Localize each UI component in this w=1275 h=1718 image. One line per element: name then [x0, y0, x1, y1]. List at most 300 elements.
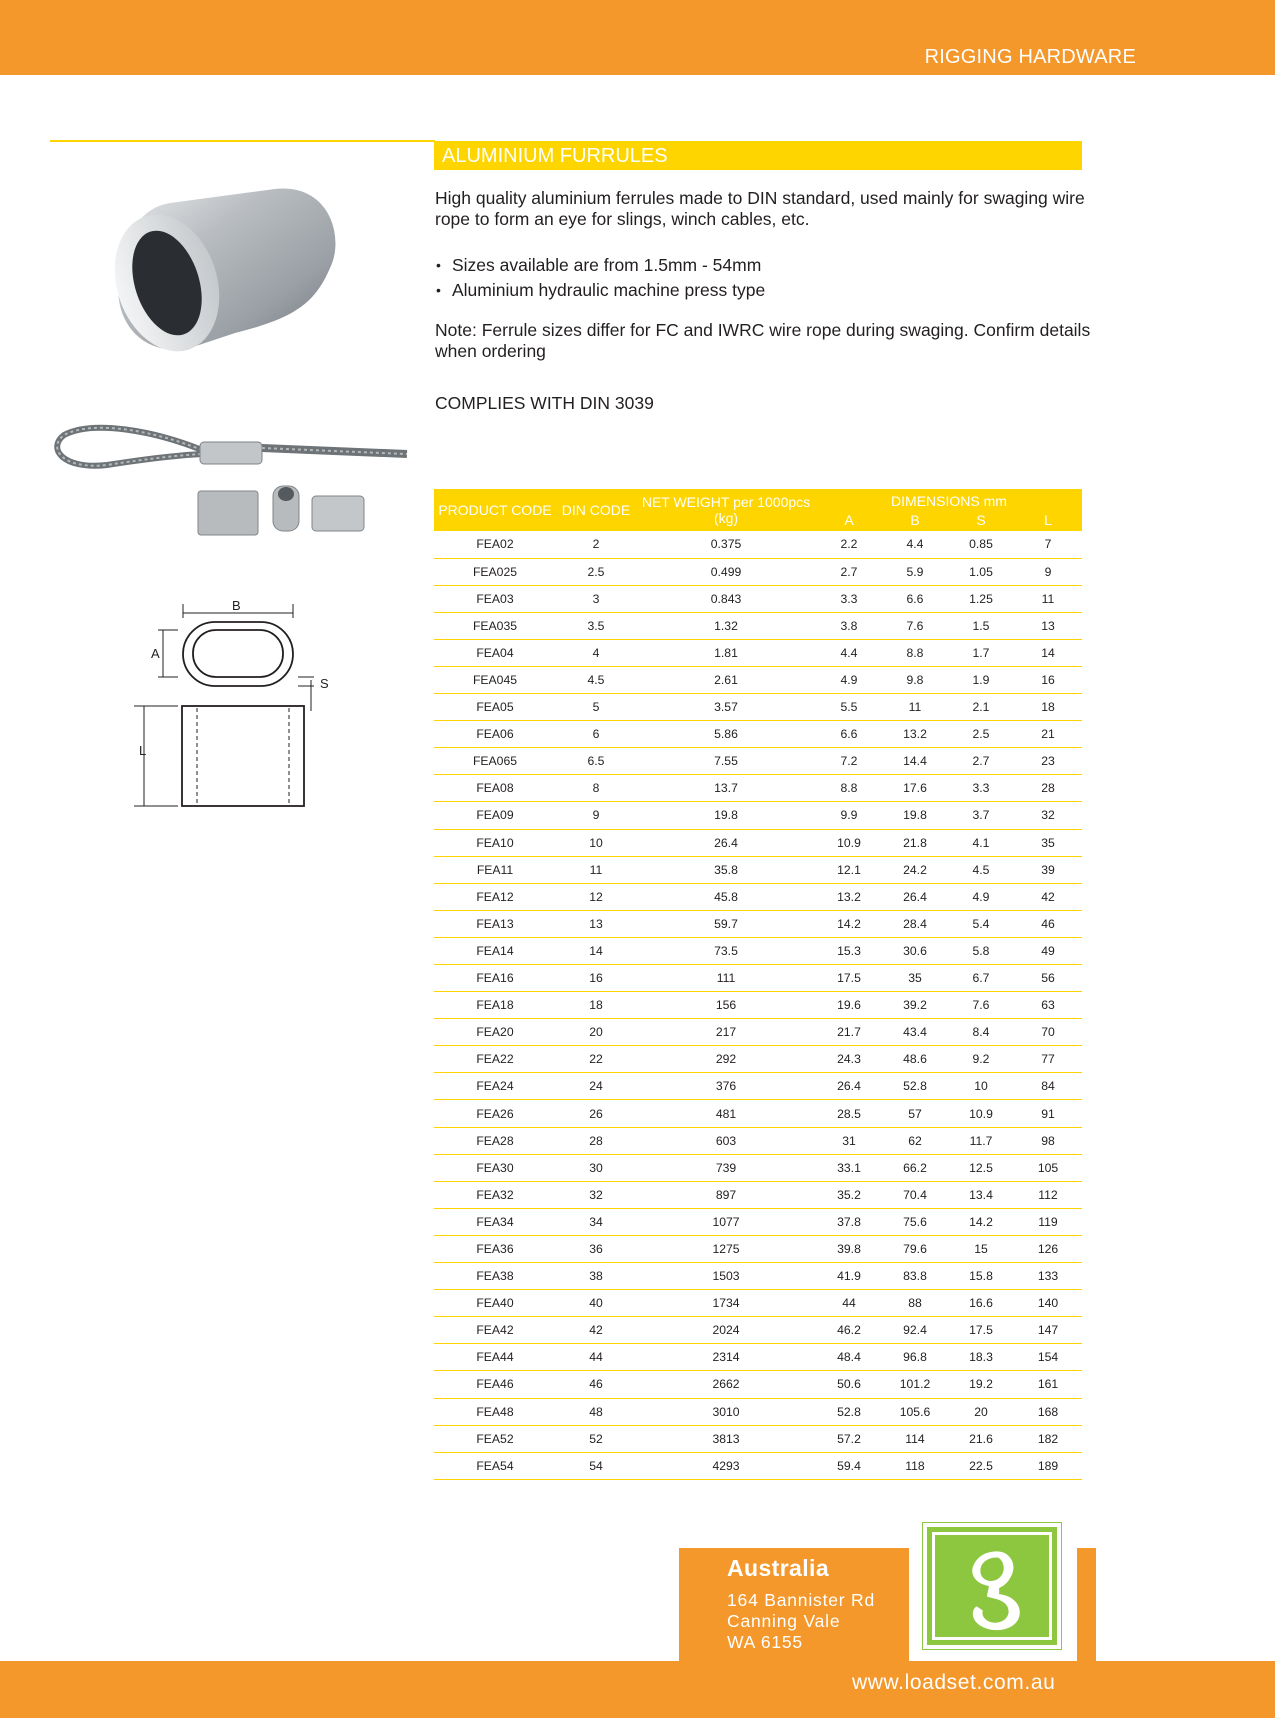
cell-dim-b: 79.6: [882, 1235, 948, 1262]
cell-dim-l: 154: [1014, 1344, 1082, 1371]
cell-product-code: FEA18: [434, 992, 556, 1019]
cell-din-code: 24: [556, 1073, 636, 1100]
cell-dim-l: 16: [1014, 666, 1082, 693]
table-row: [434, 1046, 1082, 1073]
cell-din-code: 38: [556, 1263, 636, 1290]
cell-dim-s: 1.9: [948, 666, 1014, 693]
cell-dim-b: 30.6: [882, 937, 948, 964]
cell-dim-s: 1.25: [948, 585, 1014, 612]
table-row: [434, 1181, 1082, 1208]
footer-band: [0, 1661, 1275, 1718]
cell-dim-l: 161: [1014, 1371, 1082, 1398]
feature-item: • Aluminium hydraulic machine press type: [435, 278, 1085, 303]
cell-dim-l: 77: [1014, 1046, 1082, 1073]
table-row: [434, 1235, 1082, 1262]
cell-product-code: FEA03: [434, 585, 556, 612]
cell-dim-a: 33.1: [816, 1154, 882, 1181]
header-net-weight: NET WEIGHT per 1000pcs (kg): [641, 494, 811, 526]
cell-din-code: 34: [556, 1208, 636, 1235]
cell-dim-a: 59.4: [816, 1452, 882, 1479]
cell-dim-s: 5.8: [948, 937, 1014, 964]
cell-dim-a: 26.4: [816, 1073, 882, 1100]
cell-product-code: FEA06: [434, 721, 556, 748]
cell-dim-a: 37.8: [816, 1208, 882, 1235]
cell-dim-b: 14.4: [882, 748, 948, 775]
cell-din-code: 36: [556, 1235, 636, 1262]
cell-dim-s: 18.3: [948, 1344, 1014, 1371]
section-title: RIGGING HARDWARE: [924, 46, 1136, 68]
cell-dim-b: 28.4: [882, 910, 948, 937]
cell-net-weight: 0.843: [636, 585, 816, 612]
cell-net-weight: 26.4: [636, 829, 816, 856]
table-row: [434, 1290, 1082, 1317]
cell-dim-b: 52.8: [882, 1073, 948, 1100]
cell-dim-a: 52.8: [816, 1398, 882, 1425]
cell-dim-l: 11: [1014, 585, 1082, 612]
cell-dim-b: 5.9: [882, 558, 948, 585]
cell-dim-b: 17.6: [882, 775, 948, 802]
label-a: A: [151, 646, 160, 661]
cell-net-weight: 1077: [636, 1208, 816, 1235]
cell-din-code: 12: [556, 883, 636, 910]
cell-dim-b: 19.8: [882, 802, 948, 829]
cell-dim-b: 96.8: [882, 1344, 948, 1371]
cell-dim-a: 12.1: [816, 856, 882, 883]
cell-dim-s: 16.6: [948, 1290, 1014, 1317]
cell-net-weight: 0.499: [636, 558, 816, 585]
cell-dim-s: 2.7: [948, 748, 1014, 775]
website-link[interactable]: www.loadset.com.au: [852, 1671, 1056, 1694]
cell-net-weight: 1734: [636, 1290, 816, 1317]
cell-dim-s: 1.05: [948, 558, 1014, 585]
cell-net-weight: 4293: [636, 1452, 816, 1479]
dimension-diagram: [128, 596, 338, 811]
cell-din-code: 6.5: [556, 748, 636, 775]
cell-dim-b: 105.6: [882, 1398, 948, 1425]
cell-dim-s: 1.5: [948, 612, 1014, 639]
label-l: L: [139, 743, 147, 758]
table-row: [434, 1154, 1082, 1181]
cell-dim-b: 75.6: [882, 1208, 948, 1235]
cell-din-code: 44: [556, 1344, 636, 1371]
table-row: [434, 1317, 1082, 1344]
cell-dim-l: 42: [1014, 883, 1082, 910]
cell-dim-b: 9.8: [882, 666, 948, 693]
table-row: [434, 721, 1082, 748]
cell-dim-a: 44: [816, 1290, 882, 1317]
table-row: [434, 1371, 1082, 1398]
cell-din-code: 16: [556, 965, 636, 992]
header-dim-l: L: [1044, 512, 1052, 528]
cell-product-code: FEA26: [434, 1100, 556, 1127]
cell-dim-s: 9.2: [948, 1046, 1014, 1073]
cell-net-weight: 3813: [636, 1425, 816, 1452]
cell-dim-l: 46: [1014, 910, 1082, 937]
cell-dim-s: 2.1: [948, 694, 1014, 721]
cell-din-code: 22: [556, 1046, 636, 1073]
cell-dim-s: 5.4: [948, 910, 1014, 937]
cell-dim-a: 10.9: [816, 829, 882, 856]
cell-dim-a: 50.6: [816, 1371, 882, 1398]
label-s: S: [320, 676, 329, 691]
cell-net-weight: 217: [636, 1019, 816, 1046]
cell-dim-a: 48.4: [816, 1344, 882, 1371]
cell-din-code: 6: [556, 721, 636, 748]
cell-net-weight: 5.86: [636, 721, 816, 748]
cell-net-weight: 2662: [636, 1371, 816, 1398]
cell-dim-b: 24.2: [882, 856, 948, 883]
cell-dim-l: 147: [1014, 1317, 1082, 1344]
cell-net-weight: 739: [636, 1154, 816, 1181]
cell-product-code: FEA30: [434, 1154, 556, 1181]
table-row: [434, 937, 1082, 964]
cell-dim-s: 17.5: [948, 1317, 1014, 1344]
cell-product-code: FEA28: [434, 1127, 556, 1154]
table-row: [434, 856, 1082, 883]
product-note: Note: Ferrule sizes differ for FC and IWRC wire rope during swaging. Confirm details when ordering: [435, 320, 1091, 361]
address-block: [679, 1548, 909, 1662]
cell-dim-l: 91: [1014, 1100, 1082, 1127]
cell-net-weight: 2.61: [636, 666, 816, 693]
cell-net-weight: 1.32: [636, 612, 816, 639]
cell-din-code: 8: [556, 775, 636, 802]
logo-frame: [932, 1532, 1052, 1640]
cell-net-weight: 3010: [636, 1398, 816, 1425]
cell-dim-s: 8.4: [948, 1019, 1014, 1046]
cell-product-code: FEA48: [434, 1398, 556, 1425]
table-row: [434, 1452, 1082, 1479]
address-line: 164 Bannister Rd: [727, 1590, 876, 1610]
cell-product-code: FEA02: [434, 531, 556, 558]
cell-product-code: FEA14: [434, 937, 556, 964]
cell-din-code: 3: [556, 585, 636, 612]
cell-dim-a: 6.6: [816, 721, 882, 748]
cell-dim-s: 4.5: [948, 856, 1014, 883]
cell-dim-b: 7.6: [882, 612, 948, 639]
cell-dim-a: 15.3: [816, 937, 882, 964]
cell-din-code: 2.5: [556, 558, 636, 585]
cell-dim-b: 13.2: [882, 721, 948, 748]
cell-product-code: FEA04: [434, 639, 556, 666]
cell-dim-a: 39.8: [816, 1235, 882, 1262]
cell-dim-b: 11: [882, 694, 948, 721]
table-row: [434, 1073, 1082, 1100]
cell-din-code: 4.5: [556, 666, 636, 693]
table-row: [434, 883, 1082, 910]
cell-dim-b: 21.8: [882, 829, 948, 856]
cell-dim-l: 63: [1014, 992, 1082, 1019]
cell-product-code: FEA11: [434, 856, 556, 883]
cell-dim-l: 21: [1014, 721, 1082, 748]
product-title-bar: [434, 141, 1082, 170]
cell-dim-s: 14.2: [948, 1208, 1014, 1235]
cell-dim-s: 1.7: [948, 639, 1014, 666]
cell-dim-l: 168: [1014, 1398, 1082, 1425]
cell-dim-s: 3.3: [948, 775, 1014, 802]
cell-dim-b: 83.8: [882, 1263, 948, 1290]
cell-din-code: 30: [556, 1154, 636, 1181]
header-band: [0, 0, 1275, 75]
company-logo: [923, 1523, 1061, 1649]
cell-dim-l: 105: [1014, 1154, 1082, 1181]
cell-product-code: FEA52: [434, 1425, 556, 1452]
cell-dim-s: 10: [948, 1073, 1014, 1100]
cell-dim-s: 4.1: [948, 829, 1014, 856]
cell-product-code: FEA20: [434, 1019, 556, 1046]
cell-dim-a: 2.2: [816, 531, 882, 558]
cell-dim-a: 13.2: [816, 883, 882, 910]
header-dim-s: S: [976, 512, 986, 528]
cell-din-code: 32: [556, 1181, 636, 1208]
cell-product-code: FEA44: [434, 1344, 556, 1371]
cell-dim-s: 11.7: [948, 1127, 1014, 1154]
address-line: Canning Vale: [727, 1611, 841, 1631]
cell-dim-l: 23: [1014, 748, 1082, 775]
cell-dim-l: 32: [1014, 802, 1082, 829]
table-row: [434, 1100, 1082, 1127]
cell-dim-s: 13.4: [948, 1181, 1014, 1208]
cell-dim-a: 14.2: [816, 910, 882, 937]
cell-product-code: FEA34: [434, 1208, 556, 1235]
cell-dim-b: 118: [882, 1452, 948, 1479]
cell-dim-a: 28.5: [816, 1100, 882, 1127]
table-row: [434, 639, 1082, 666]
cell-product-code: FEA22: [434, 1046, 556, 1073]
cell-dim-a: 2.7: [816, 558, 882, 585]
cell-net-weight: 1503: [636, 1263, 816, 1290]
cell-dim-l: 35: [1014, 829, 1082, 856]
product-title: ALUMINIUM FURRULES: [442, 145, 668, 167]
cell-dim-l: 13: [1014, 612, 1082, 639]
cell-net-weight: 0.375: [636, 531, 816, 558]
table-row: [434, 802, 1082, 829]
cell-dim-a: 31: [816, 1127, 882, 1154]
cell-product-code: FEA13: [434, 910, 556, 937]
cell-dim-b: 101.2: [882, 1371, 948, 1398]
table-row: [434, 558, 1082, 585]
table-row: [434, 992, 1082, 1019]
cell-product-code: FEA05: [434, 694, 556, 721]
cell-dim-a: 41.9: [816, 1263, 882, 1290]
compliance-text: COMPLIES WITH DIN 3039: [435, 393, 654, 413]
cell-dim-l: 84: [1014, 1073, 1082, 1100]
cell-net-weight: 35.8: [636, 856, 816, 883]
cell-dim-s: 15: [948, 1235, 1014, 1262]
cell-dim-a: 7.2: [816, 748, 882, 775]
cell-dim-l: 14: [1014, 639, 1082, 666]
table-row: [434, 1425, 1082, 1452]
wire-sling-image: [52, 410, 412, 540]
cell-product-code: FEA32: [434, 1181, 556, 1208]
product-intro: High quality aluminium ferrules made to DIN standard, used mainly for swaging wire rope to form an eye for slings, winch cables, etc.: [435, 188, 1085, 229]
cell-net-weight: 603: [636, 1127, 816, 1154]
cell-dim-a: 17.5: [816, 965, 882, 992]
cell-dim-l: 70: [1014, 1019, 1082, 1046]
address-line: WA 6155: [727, 1632, 803, 1652]
cell-dim-l: 49: [1014, 937, 1082, 964]
cell-net-weight: 481: [636, 1100, 816, 1127]
cell-dim-s: 15.8: [948, 1263, 1014, 1290]
cell-net-weight: 45.8: [636, 883, 816, 910]
table-row: [434, 666, 1082, 693]
cell-net-weight: 19.8: [636, 802, 816, 829]
cell-dim-a: 21.7: [816, 1019, 882, 1046]
cell-din-code: 14: [556, 937, 636, 964]
cell-dim-b: 66.2: [882, 1154, 948, 1181]
cell-product-code: FEA36: [434, 1235, 556, 1262]
cell-din-code: 26: [556, 1100, 636, 1127]
table-row: [434, 585, 1082, 612]
cell-dim-b: 114: [882, 1425, 948, 1452]
cell-din-code: 10: [556, 829, 636, 856]
cell-dim-s: 12.5: [948, 1154, 1014, 1181]
specifications-table: [434, 489, 1082, 1480]
cell-dim-l: 182: [1014, 1425, 1082, 1452]
cell-dim-b: 62: [882, 1127, 948, 1154]
cell-din-code: 4: [556, 639, 636, 666]
table-row: [434, 531, 1082, 558]
cell-product-code: FEA16: [434, 965, 556, 992]
cell-net-weight: 156: [636, 992, 816, 1019]
cell-din-code: 18: [556, 992, 636, 1019]
cell-dim-b: 43.4: [882, 1019, 948, 1046]
cell-dim-b: 39.2: [882, 992, 948, 1019]
table-row: [434, 1398, 1082, 1425]
cell-dim-l: 28: [1014, 775, 1082, 802]
cell-dim-l: 7: [1014, 531, 1082, 558]
cell-dim-a: 4.4: [816, 639, 882, 666]
cell-din-code: 2: [556, 531, 636, 558]
cell-dim-a: 19.6: [816, 992, 882, 1019]
cell-dim-a: 8.8: [816, 775, 882, 802]
cell-din-code: 54: [556, 1452, 636, 1479]
cell-dim-l: 56: [1014, 965, 1082, 992]
cell-product-code: FEA40: [434, 1290, 556, 1317]
cell-net-weight: 897: [636, 1181, 816, 1208]
cell-din-code: 3.5: [556, 612, 636, 639]
cell-din-code: 11: [556, 856, 636, 883]
cell-dim-b: 26.4: [882, 883, 948, 910]
cell-dim-l: 39: [1014, 856, 1082, 883]
cell-net-weight: 7.55: [636, 748, 816, 775]
table-row: [434, 965, 1082, 992]
cell-dim-b: 57: [882, 1100, 948, 1127]
cell-din-code: 40: [556, 1290, 636, 1317]
header-dim-a: A: [844, 512, 854, 528]
cell-product-code: FEA42: [434, 1317, 556, 1344]
cell-product-code: FEA10: [434, 829, 556, 856]
cell-product-code: FEA035: [434, 612, 556, 639]
cell-dim-b: 92.4: [882, 1317, 948, 1344]
cell-dim-a: 46.2: [816, 1317, 882, 1344]
cell-dim-a: 3.8: [816, 612, 882, 639]
cell-product-code: FEA54: [434, 1452, 556, 1479]
cell-din-code: 13: [556, 910, 636, 937]
cell-dim-a: 57.2: [816, 1425, 882, 1452]
cell-net-weight: 376: [636, 1073, 816, 1100]
cell-net-weight: 111: [636, 965, 816, 992]
cell-dim-a: 3.3: [816, 585, 882, 612]
table-row: [434, 748, 1082, 775]
table-row: [434, 1263, 1082, 1290]
cell-net-weight: 2024: [636, 1317, 816, 1344]
cell-product-code: FEA38: [434, 1263, 556, 1290]
cell-dim-a: 4.9: [816, 666, 882, 693]
table-header-row: [434, 489, 1082, 509]
cell-dim-l: 112: [1014, 1181, 1082, 1208]
cell-dim-s: 6.7: [948, 965, 1014, 992]
country-label: Australia: [727, 1555, 830, 1581]
cell-dim-l: 133: [1014, 1263, 1082, 1290]
cell-din-code: 28: [556, 1127, 636, 1154]
cell-net-weight: 3.57: [636, 694, 816, 721]
feature-list: [435, 253, 1085, 303]
divider: [50, 140, 435, 142]
cell-dim-l: 98: [1014, 1127, 1082, 1154]
cell-net-weight: 59.7: [636, 910, 816, 937]
cell-dim-s: 7.6: [948, 992, 1014, 1019]
header-product-code: PRODUCT CODE: [438, 502, 552, 518]
cell-product-code: FEA08: [434, 775, 556, 802]
cell-product-code: FEA045: [434, 666, 556, 693]
cell-dim-a: 24.3: [816, 1046, 882, 1073]
cell-dim-l: 119: [1014, 1208, 1082, 1235]
cell-dim-s: 2.5: [948, 721, 1014, 748]
cell-product-code: FEA09: [434, 802, 556, 829]
table-row: [434, 910, 1082, 937]
cell-din-code: 48: [556, 1398, 636, 1425]
cell-dim-l: 9: [1014, 558, 1082, 585]
table-row: [434, 694, 1082, 721]
cell-product-code: FEA46: [434, 1371, 556, 1398]
cell-dim-l: 140: [1014, 1290, 1082, 1317]
cell-dim-s: 19.2: [948, 1371, 1014, 1398]
cell-dim-b: 48.6: [882, 1046, 948, 1073]
table-row: [434, 1127, 1082, 1154]
cell-dim-s: 0.85: [948, 531, 1014, 558]
cell-net-weight: 292: [636, 1046, 816, 1073]
header-dim-b: B: [910, 512, 920, 528]
cell-net-weight: 1275: [636, 1235, 816, 1262]
cell-dim-a: 9.9: [816, 802, 882, 829]
cell-dim-b: 8.8: [882, 639, 948, 666]
cell-din-code: 20: [556, 1019, 636, 1046]
header-dimensions: DIMENSIONS mm: [891, 493, 1007, 509]
table-row: [434, 612, 1082, 639]
cell-product-code: FEA025: [434, 558, 556, 585]
cell-dim-l: 18: [1014, 694, 1082, 721]
table-row: [434, 1344, 1082, 1371]
table-row: [434, 1019, 1082, 1046]
cell-din-code: 42: [556, 1317, 636, 1344]
cell-dim-s: 3.7: [948, 802, 1014, 829]
label-b: B: [232, 598, 241, 613]
cell-dim-l: 189: [1014, 1452, 1082, 1479]
cell-product-code: FEA12: [434, 883, 556, 910]
cell-product-code: FEA24: [434, 1073, 556, 1100]
table-row: [434, 1208, 1082, 1235]
cell-net-weight: 13.7: [636, 775, 816, 802]
cell-din-code: 52: [556, 1425, 636, 1452]
cell-product-code: FEA065: [434, 748, 556, 775]
cell-dim-s: 22.5: [948, 1452, 1014, 1479]
cell-dim-a: 5.5: [816, 694, 882, 721]
cell-dim-s: 20: [948, 1398, 1014, 1425]
table-body: [434, 531, 1082, 1479]
cell-net-weight: 1.81: [636, 639, 816, 666]
cell-din-code: 5: [556, 694, 636, 721]
cell-din-code: 46: [556, 1371, 636, 1398]
